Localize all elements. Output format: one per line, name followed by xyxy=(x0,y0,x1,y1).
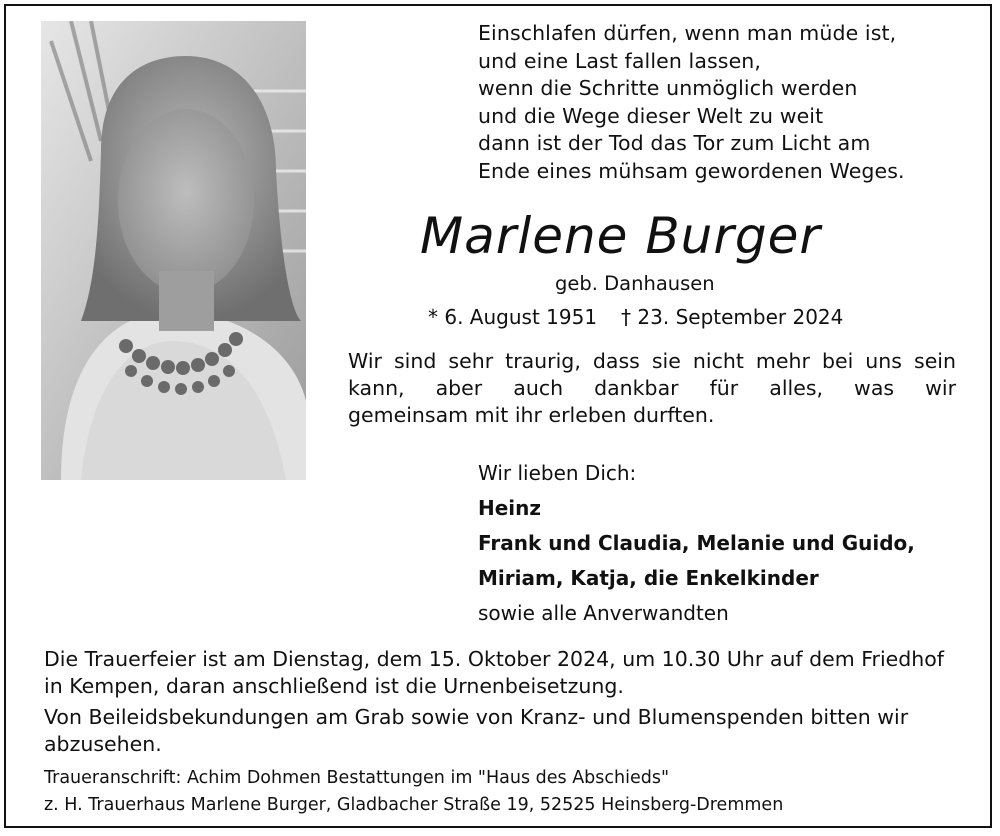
service-info xyxy=(44,646,960,762)
mourner-name: Miriam, Katja, die Enkelkinder xyxy=(478,566,819,590)
message-line: Wir sind sehr traurig, dass sie nicht mehr bei uns sein xyxy=(348,349,956,373)
mourner-name: Frank und Claudia, Melanie und Guido, xyxy=(478,531,915,555)
poem xyxy=(478,20,978,185)
mourners xyxy=(478,456,915,631)
death-date: † 23. September 2024 xyxy=(621,305,844,329)
request-text: Von Beileidsbekundungen am Grab sowie von Kranz- und Blumenspenden bitten wir abzusehen. xyxy=(44,705,909,756)
message-line: kann, aber auch dankbar für alles, was wir xyxy=(348,376,956,400)
life-dates xyxy=(428,305,843,329)
poem-line: wenn die Schritte unmöglich werden xyxy=(478,76,858,100)
portrait-photo xyxy=(41,21,306,480)
ceremony-text: Die Trauerfeier ist am Dienstag, dem 15. Oktober 2024, um 10.30 Uhr auf dem Friedhof in Kempen, daran anschließend ist die Urnenbeisetzung. xyxy=(44,647,945,698)
poem-line: und eine Last fallen lassen, xyxy=(478,48,761,73)
mourner-name: Heinz xyxy=(478,496,542,520)
address-line: z. H. Trauerhaus Marlene Burger, Gladbacher Straße 19, 52525 Heinsberg-Dremmen xyxy=(44,795,784,815)
family-message xyxy=(348,348,956,429)
message-line: gemeinsam mit ihr erleben durften. xyxy=(348,403,715,427)
birth-date: * 6. August 1951 xyxy=(428,305,598,329)
poem-line: dann ist der Tod das Tor zum Licht am xyxy=(478,131,871,155)
mourning-address xyxy=(44,765,964,819)
portrait-image xyxy=(41,21,306,480)
mourners-closing: sowie alle Anverwandten xyxy=(478,601,729,625)
poem-line: Ende eines mühsam gewordenen Weges. xyxy=(478,158,905,183)
poem-line: und die Wege dieser Welt zu weit xyxy=(478,103,824,128)
mourners-intro: Wir lieben Dich: xyxy=(478,461,637,485)
address-line: Traueranschrift: Achim Dohmen Bestattungen im "Haus des Abschieds" xyxy=(44,768,670,788)
poem-line: Einschlafen dürfen, wenn man müde ist, xyxy=(478,21,897,45)
birth-name: geb. Danhausen xyxy=(555,272,715,295)
deceased-name: Marlene Burger xyxy=(420,207,821,265)
